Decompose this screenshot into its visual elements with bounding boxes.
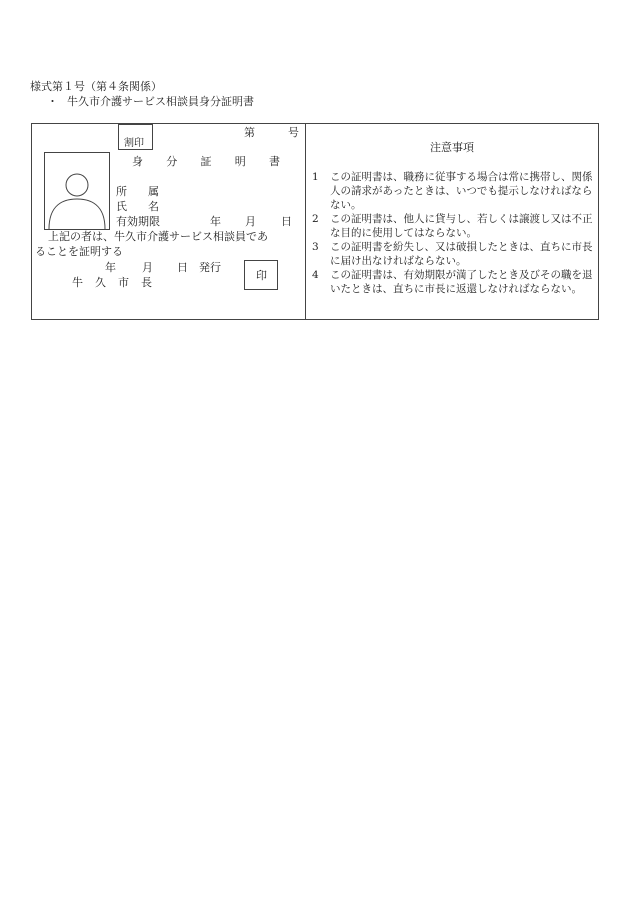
- photo-box: [44, 152, 110, 230]
- affiliation-label: 所 属: [116, 185, 159, 198]
- validity-year: 年: [210, 215, 221, 228]
- id-card-form-table: [31, 123, 599, 320]
- validity-month: 月: [245, 215, 256, 228]
- official-seal-box: [244, 260, 278, 290]
- number-label-suffix: 号: [288, 126, 299, 139]
- certify-text-line-1: 上記の者は、牛久市介護サービス相談員であ: [48, 230, 268, 243]
- validity-day: 日: [281, 215, 292, 228]
- list-item: 1 この証明書は、職務に従事する場合は常に携帯し、関係人の請求があったときは、いつでも提示しなければならない。: [312, 171, 593, 211]
- official-seal-label: 印: [256, 269, 267, 282]
- document-subtitle: 牛久市介護サービス相談員身分証明書: [67, 95, 254, 108]
- notes-title: 注意事項: [430, 141, 474, 154]
- seal-tally-box: [118, 124, 153, 150]
- person-silhouette-icon: [45, 153, 109, 229]
- issue-month: 月: [142, 261, 153, 274]
- validity-label: 有効期限: [116, 215, 160, 228]
- name-label: 氏 名: [116, 200, 159, 213]
- list-item: 4 この証明書は、有効期限が満了したとき及びその職を退いたときは、直ちに市長に返還しなければならない。: [312, 269, 593, 295]
- notes-list: [312, 170, 594, 296]
- issue-day: 日 発行: [177, 261, 221, 274]
- column-divider: [305, 124, 306, 319]
- issue-year: 年: [105, 261, 116, 274]
- card-title: 身 分 証 明 書: [132, 155, 280, 168]
- list-item: 3 この証明書を紛失し、又は破損したときは、直ちに市長に届け出なければならない。: [312, 241, 593, 267]
- seal-tally-label: 割印: [124, 138, 144, 149]
- number-label-prefix: 第: [244, 126, 255, 139]
- issuer-label: 牛 久 市 長: [72, 276, 152, 289]
- bullet: ・: [47, 95, 58, 108]
- certify-text-line-2: ることを証明する: [35, 245, 123, 258]
- list-item: 2 この証明書は、他人に貸与し、若しくは譲渡し又は不正な目的に使用してはならない。: [312, 213, 593, 239]
- form-number: 様式第１号（第４条関係）: [30, 80, 162, 93]
